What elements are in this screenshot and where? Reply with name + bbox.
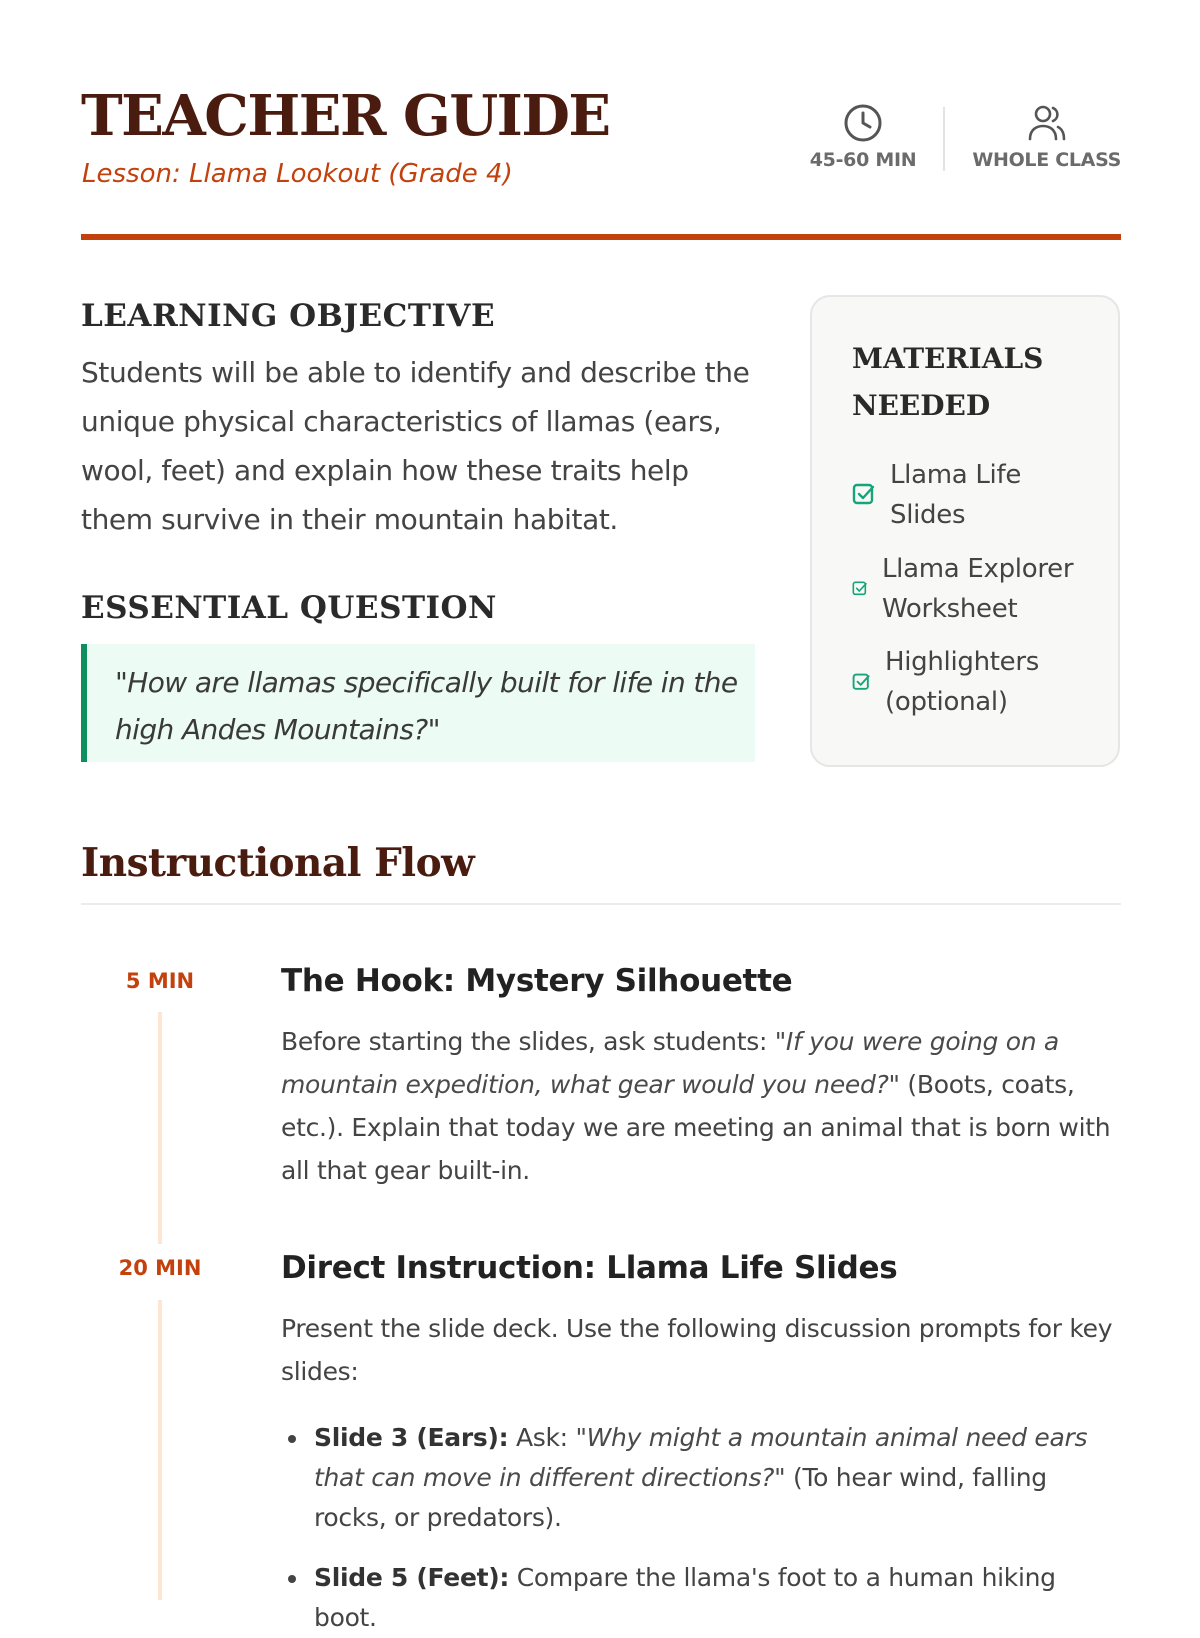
step-description: Present the slide deck. Use the following discussion prompts for key slides: [281,1314,1113,1386]
step-title: Direct Instruction: Llama Life Slides [281,1250,898,1286]
duration-meta [810,101,917,172]
essential-question-callout: "How are llamas specifically built for life in the high Andes Mountains?" [81,644,755,762]
grouping-label: WHOLE CLASS [972,149,1121,171]
list-item: Slide 3 (Ears): Ask: "Why might a mountain animal need ears that can move in different directions?" (To hear wind, falling rocks, or predators). [281,1418,1121,1538]
objective-heading: LEARNING OBJECTIVE [81,298,496,334]
step-duration: 20 MIN [118,1256,202,1280]
timeline-line [158,1300,162,1600]
grouping-meta [972,101,1121,172]
materials-card [810,295,1120,767]
material-item [852,549,1073,629]
step-description: Before starting the slides, ask students: "If you were going on a mountain expedition, what gear would you need?" (Boots, coats, etc.). Explain that today we are meeting an animal that is born with all that gear built-in. [281,1027,1111,1185]
materials-heading: MATERIALS NEEDED [852,342,1044,422]
users-icon [1025,101,1069,145]
material-item [852,455,1021,535]
material-label: Llama Explorer Worksheet [882,554,1074,624]
checkbox-checked-icon [852,483,876,507]
step-duration: 5 MIN [125,969,195,993]
header [81,84,1121,244]
lesson-overview [81,296,761,762]
list-item: Slide 5 (Feet): Compare the llama's foot to a human hiking boot. [281,1558,1121,1638]
checkbox-checked-icon [852,673,871,692]
lesson-meta [810,101,1121,172]
meta-divider [943,107,945,171]
flow-divider [81,903,1121,905]
material-item [852,642,1039,722]
duration-label: 45-60 MIN [809,149,917,171]
discussion-prompts-list [281,1418,1121,1638]
objective-text: Students will be able to identify and describe the unique physical characteristics of llamas (ears, wool, feet) and explain how these traits help them survive in their mountain habitat. [81,356,750,536]
essential-question-heading: ESSENTIAL QUESTION [81,590,497,626]
lesson-subtitle: Lesson: Llama Lookout (Grade 4) [82,159,513,189]
checkbox-checked-icon [852,581,868,597]
timeline-line [158,1012,162,1244]
material-label: Highlighters (optional) [885,647,1040,717]
page-title: TEACHER GUIDE [81,83,610,149]
header-divider [81,234,1121,240]
clock-icon [841,101,885,145]
instructional-flow-heading: Instructional Flow [81,840,475,886]
material-label: Llama Life Slides [890,460,1022,530]
step-title: The Hook: Mystery Silhouette [281,963,793,999]
